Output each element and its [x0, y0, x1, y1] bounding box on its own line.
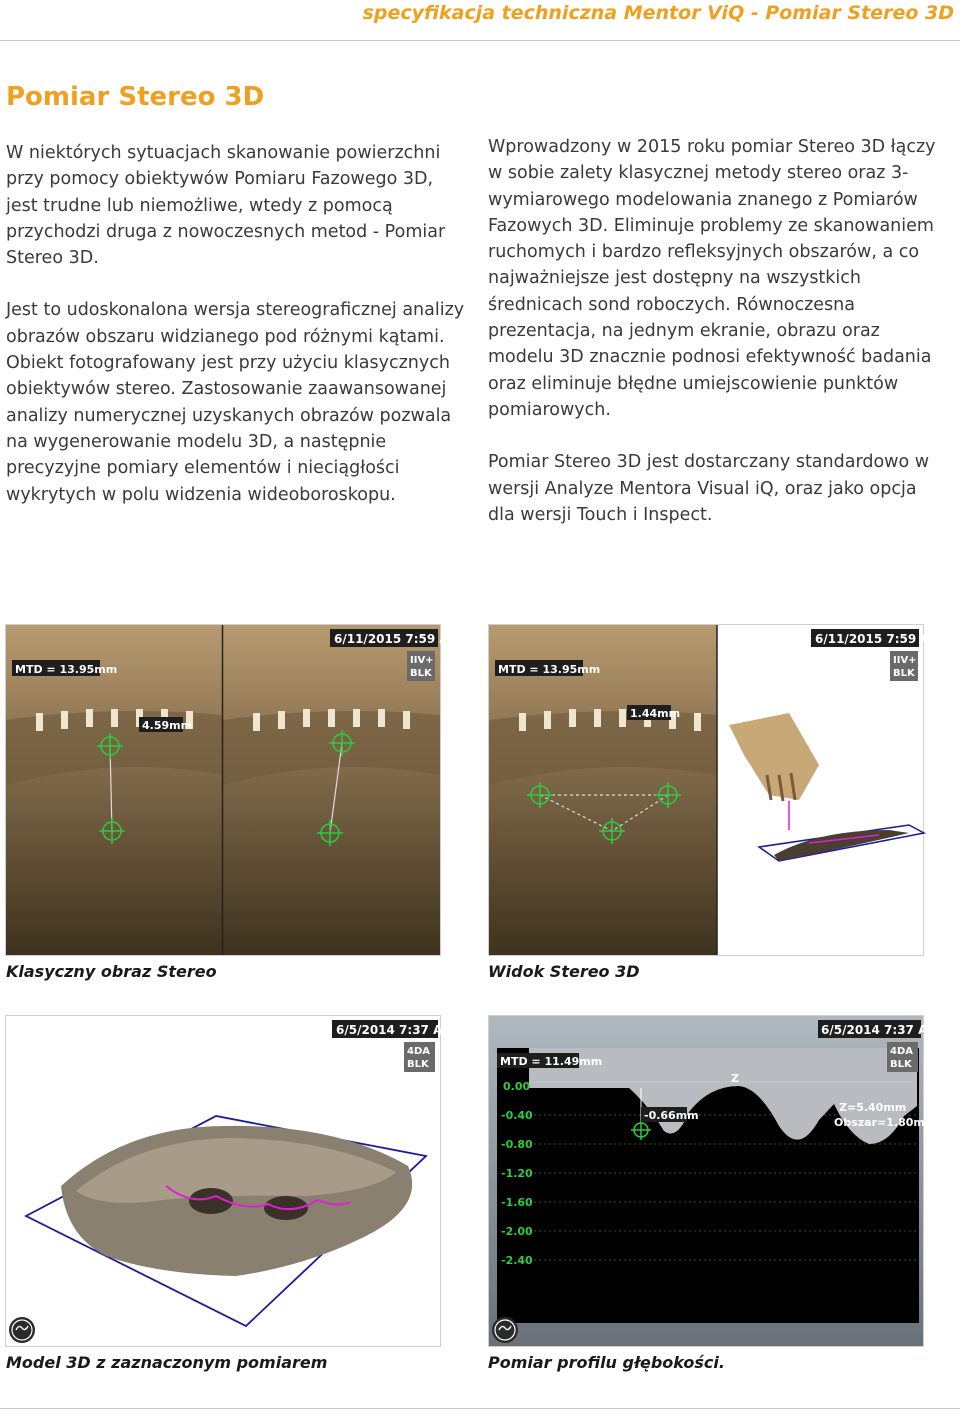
- probe-code-line-2: BLK: [893, 668, 915, 679]
- mtd-label: MTD = 11.49mm: [500, 1055, 603, 1068]
- section-title: Pomiar Stereo 3D: [6, 82, 265, 112]
- depth-tick-6: -2.40: [501, 1254, 533, 1267]
- ge-logo-icon: [9, 1317, 35, 1343]
- probe-code-line-1: 4DA: [890, 1046, 913, 1057]
- left-paragraph-1: W niektórych sytuacjach skanowanie powierzchni przy pomocy obiektywów Pomiaru Fazowego 3D, jest trudne lub niemożliwe, wtedy z pomocą przychodzi druga z nowoczesnych metod - Pomiar Stereo 3D.: [6, 143, 446, 269]
- depth-tick-1: -0.40: [501, 1109, 533, 1122]
- timestamp-label: 6/11/2015 7:59 AM: [334, 632, 461, 646]
- z-value: Z=5.40mm: [839, 1101, 907, 1114]
- depth-tick-4: -1.60: [501, 1196, 533, 1209]
- figure-caption-3: Model 3D z zaznaczonym pomiarem: [6, 1353, 328, 1372]
- probe-code-line-1: 4DA: [407, 1046, 430, 1057]
- figure-classic-stereo: [5, 624, 461, 956]
- figure-3d-model: [5, 1015, 455, 1347]
- footer-rule: [0, 1408, 960, 1409]
- figure-caption-4: Pomiar profilu głębokości.: [488, 1353, 725, 1372]
- depth-value: -0.66mm: [644, 1109, 699, 1122]
- probe-code-line-2: BLK: [407, 1059, 429, 1070]
- timestamp-label: 6/11/2015 7:59 AM: [815, 632, 942, 646]
- running-header: specyfikacja techniczna Mentor ViQ - Pomiar Stereo 3D: [362, 2, 954, 24]
- depth-tick-0: 0.00: [503, 1080, 531, 1093]
- right-paragraph-2: Pomiar Stereo 3D jest dostarczany standardowo w wersji Analyze Mentora Visual iQ, oraz jako opcja dla wersji Touch i Inspect.: [488, 452, 930, 525]
- timestamp-label: 6/5/2014 7:37 AM: [821, 1023, 940, 1037]
- area-value: Obszar=1.80mm²: [834, 1116, 942, 1129]
- figure-depth-profile: [488, 1015, 942, 1347]
- probe-code-line-2: BLK: [890, 1059, 912, 1070]
- figure-stereo-3d-view: [488, 624, 942, 956]
- figure-caption-2: Widok Stereo 3D: [488, 962, 640, 981]
- left-column: [6, 140, 466, 508]
- depth-tick-5: -2.00: [501, 1225, 533, 1238]
- right-column: [488, 134, 948, 528]
- mtd-label: MTD = 13.95mm: [498, 663, 601, 676]
- depth-tick-3: -1.20: [501, 1167, 533, 1180]
- left-paragraph-2: Jest to udoskonalona wersja stereograficznej analizy obrazów obszaru widzianego pod różnymi kątami. Obiekt fotografowany jest przy użyciu klasycznych obiektywów stereo. Zastosowanie zaawansowanej analizy numerycznej uzyskanych obrazów pozwala na wygenerowanie modelu 3D, a następnie precyzyjne pomiary elementów i nieciągłości wykrytych w polu widzenia wideoboroskopu.: [6, 300, 465, 505]
- ge-logo-icon: [492, 1317, 518, 1343]
- timestamp-label: 6/5/2014 7:37 AM: [336, 1023, 455, 1037]
- depth-tick-2: -0.80: [501, 1138, 533, 1151]
- figure-caption-1: Klasyczny obraz Stereo: [6, 962, 217, 981]
- probe-code-line-1: IIV+: [893, 655, 917, 666]
- measurement-value: 4.59mm: [142, 719, 193, 732]
- probe-code-line-1: IIV+: [410, 655, 434, 666]
- measurement-value: 1.44mm: [630, 707, 681, 720]
- mtd-label: MTD = 13.95mm: [15, 663, 118, 676]
- right-paragraph-1: Wprowadzony w 2015 roku pomiar Stereo 3D łączy w sobie zalety klasycznej metody stereo oraz 3-wymiarowego modelowania znanego z Pomiarów Fazowych 3D. Eliminuje problemy ze skanowaniem ruchomych i bardzo refleksyjnych obszarów, a co najważniejsze jest dostępny na wszystkich średnicach sond roboczych. Równoczesna prezentacja, na jednym ekranie, obrazu oraz modelu 3D znacznie podnosi efektywność badania oraz eliminuje błędne umiejscowienie punktów pomiarowych.: [488, 137, 936, 420]
- header-rule: [0, 40, 960, 41]
- probe-code-line-2: BLK: [410, 668, 432, 679]
- z-marker: Z: [731, 1072, 739, 1085]
